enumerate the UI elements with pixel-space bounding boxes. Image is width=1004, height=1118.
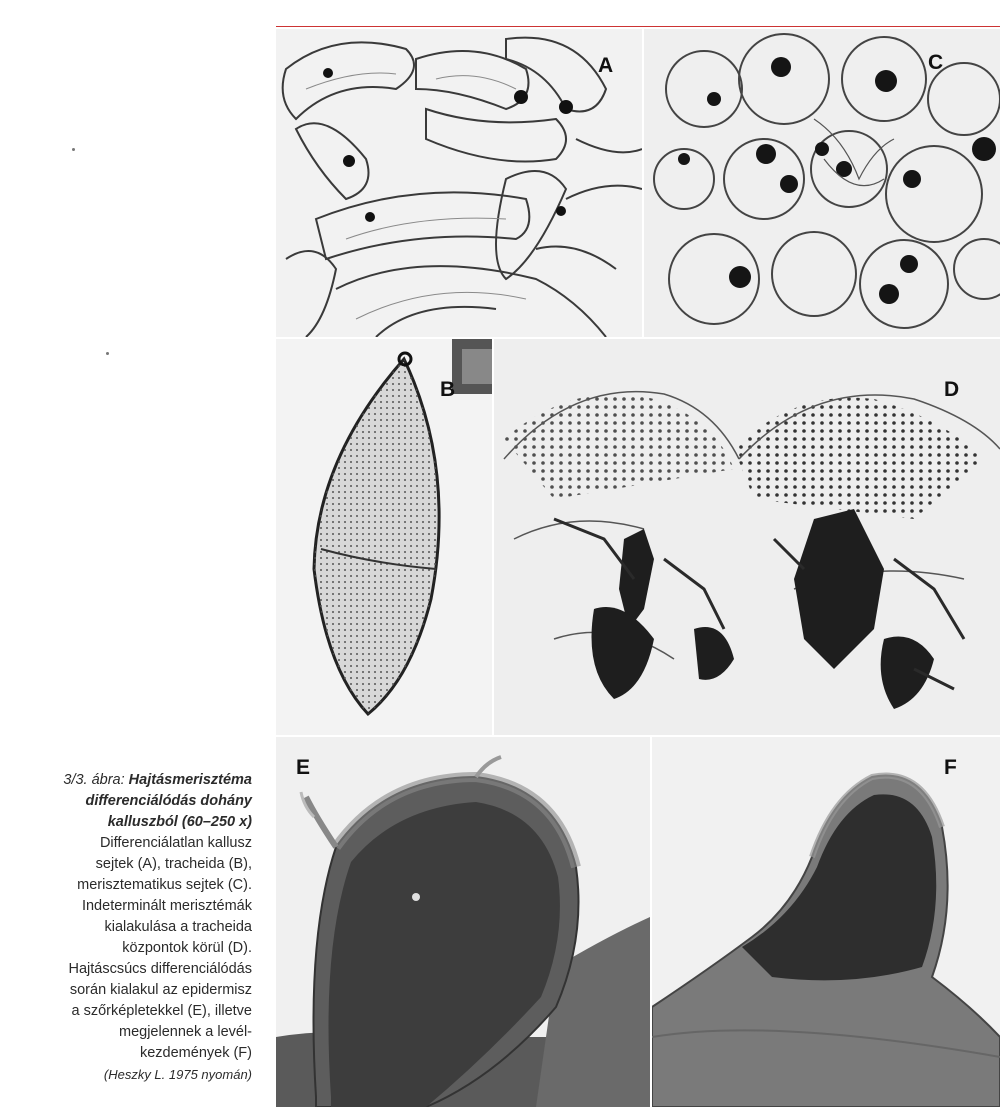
caption-title-line: Hajtásmerisztéma bbox=[128, 772, 252, 788]
caption-body-line: kialakulása a tracheida bbox=[104, 919, 252, 935]
caption-prefix: 3/3. ábra: bbox=[63, 772, 125, 788]
caption-body-line: Hajtáscsúcs differenciálódás bbox=[68, 961, 252, 977]
panel-b bbox=[276, 339, 492, 735]
figure-caption bbox=[0, 770, 252, 1085]
scan-speck bbox=[72, 148, 75, 151]
caption-body-line: során kialakul az epidermisz bbox=[69, 982, 252, 998]
panel-d-label: D bbox=[944, 378, 960, 401]
panel-f-label: F bbox=[944, 756, 957, 779]
caption-body-line: megjelennek a levél- bbox=[119, 1024, 252, 1040]
panel-e bbox=[276, 737, 650, 1107]
panel-a-micrograph bbox=[276, 29, 642, 337]
panel-a-label: A bbox=[598, 54, 614, 77]
micrograph-figure bbox=[276, 26, 1000, 1107]
panel-c-micrograph bbox=[644, 29, 1000, 337]
caption-title-line: kalluszból (60–250 x) bbox=[107, 814, 252, 830]
caption-body-line: Differenciálatlan kallusz bbox=[99, 835, 252, 851]
caption-body-line: a szőrképletekkel (E), illetve bbox=[71, 1003, 252, 1019]
scan-speck bbox=[106, 352, 109, 355]
panel-f bbox=[652, 737, 1000, 1107]
caption-source: (Heszky L. 1975 nyomán) bbox=[103, 1067, 252, 1082]
caption-body-line: kezdemények (F) bbox=[139, 1045, 252, 1061]
caption-body-line: központok körül (D). bbox=[122, 940, 252, 956]
caption-body-line: Indeterminált merisztémák bbox=[81, 898, 252, 914]
panel-e-label: E bbox=[296, 756, 311, 779]
panel-f-micrograph bbox=[652, 737, 1000, 1107]
panel-d-micrograph bbox=[494, 339, 1000, 735]
panel-d bbox=[494, 339, 1000, 735]
panel-b-label: B bbox=[440, 378, 456, 401]
panel-b-micrograph bbox=[276, 339, 492, 735]
panel-a bbox=[276, 29, 642, 337]
panel-e-micrograph bbox=[276, 737, 650, 1107]
panel-c-label: C bbox=[928, 51, 944, 74]
panel-c bbox=[644, 29, 1000, 337]
caption-title-line: differenciálódás dohány bbox=[85, 793, 252, 809]
caption-body-line: merisztematikus sejtek (C). bbox=[77, 877, 252, 893]
caption-body-line: sejtek (A), tracheida (B), bbox=[95, 856, 252, 872]
